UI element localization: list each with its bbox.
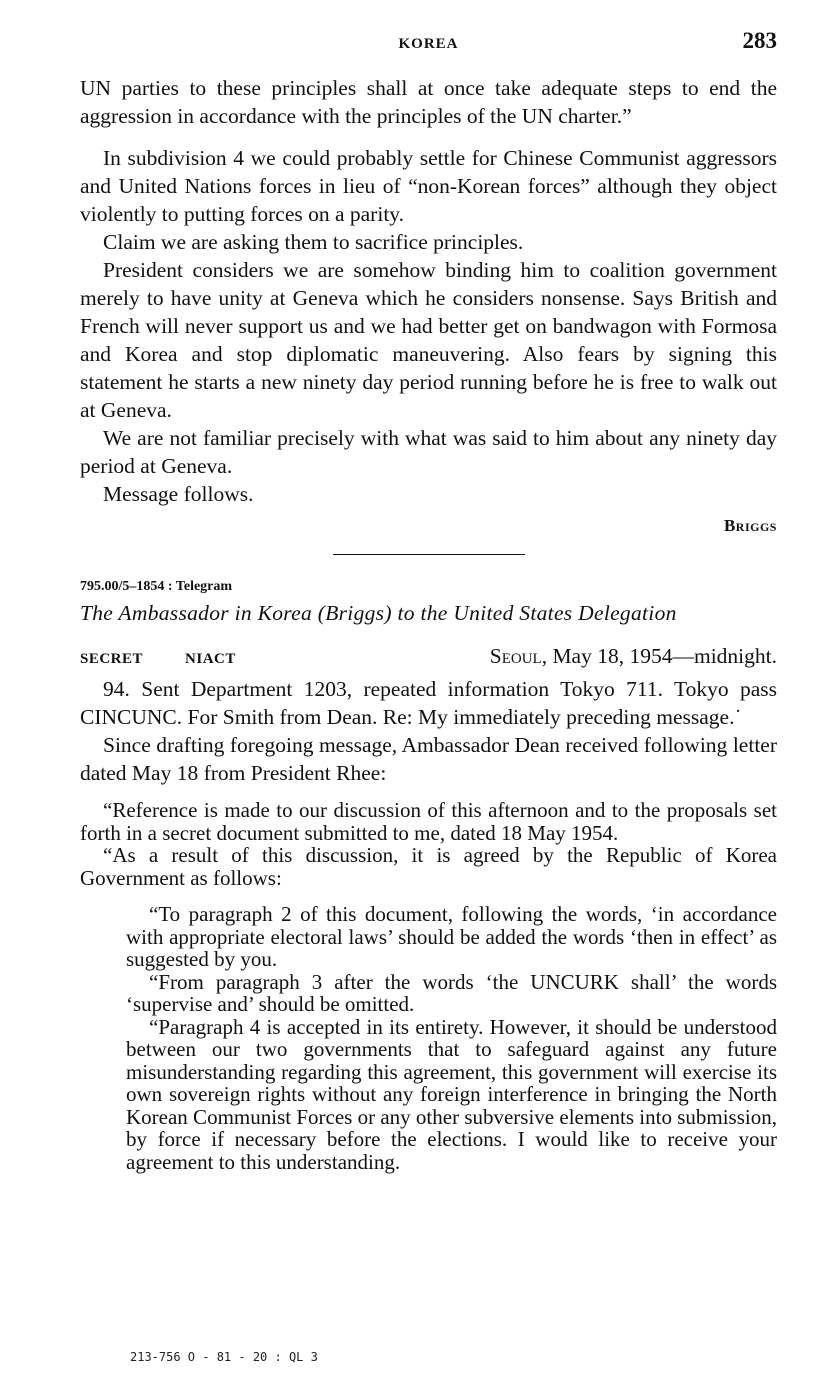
paragraph: In subdivision 4 we could probably settle for Chinese Communist aggressors and United Nations forces in lieu of “non-Korean forces” although they object violently to putting forces on a parity. — [80, 146, 777, 226]
print-code: 213-756 O - 81 - 20 : QL 3 — [130, 1350, 318, 1364]
paragraph: Since drafting foregoing message, Ambassador Dean received following letter dated May 18 from President Rhee: — [80, 733, 777, 785]
classification-label: SECRET — [80, 651, 144, 667]
paragraph: 94. Sent Department 1203, repeated information Tokyo 711. Tokyo pass CINCUNC. For Smith from Dean. Re: My immediately preceding message.˙ — [80, 677, 777, 729]
block-quote — [126, 903, 777, 1173]
classification — [80, 651, 236, 668]
dateline-row — [80, 644, 777, 669]
signature: Briggs — [723, 516, 777, 535]
paragraph: Claim we are asking them to sacrifice principles. — [103, 230, 524, 254]
letter-paragraph: “Reference is made to our discussion of this afternoon and to the proposals set forth in a secret document submitted to me, dated 18 May 1954. — [80, 798, 777, 845]
page-number: 283 — [742, 28, 777, 53]
paragraph: UN parties to these principles shall at once take adequate steps to end the aggression in accordance with the principles of the UN charter.” — [80, 76, 777, 128]
dateline — [490, 644, 777, 669]
page-header — [80, 28, 777, 60]
section-divider — [333, 554, 525, 555]
dateline-place: Seoul — [489, 644, 542, 668]
running-head: KOREA — [398, 36, 459, 52]
paragraph: Message follows. — [103, 482, 254, 506]
page-body — [80, 74, 777, 1173]
paragraph: We are not familiar precisely with what was said to him about any ninety day period at Geneva. — [80, 426, 777, 478]
quoted-paragraph: “To paragraph 2 of this document, following the words, ‘in accordance with appropriate electoral laws’ should be added the words ‘then in effect’ as suggested by you. — [126, 902, 777, 971]
document-title: The Ambassador in Korea (Briggs) to the United States Delegation — [80, 601, 677, 625]
handling-label: NIACT — [185, 651, 236, 667]
quoted-paragraph: “From paragraph 3 after the words ‘the UNCURK shall’ the words ‘supervise and’ should be omitted. — [126, 969, 777, 1016]
quoted-paragraph: “Paragraph 4 is accepted in its entirety. However, it should be understood between our two governments that to safeguard against any future misunderstanding regarding this agreement, this government will exercise its own sovereign rights without any foreign interference in bringing the North Korean Communist Forces or any other subversive elements into submission, by force if necessary before the elections. I would like to receive your agreement to this understanding. — [126, 1014, 777, 1174]
document-number: 795.00/5–1854 : Telegram — [80, 579, 233, 594]
dateline-date: , May 18, 1954—midnight. — [541, 644, 777, 668]
letter-paragraph: “As a result of this discussion, it is agreed by the Republic of Korea Government as follows: — [80, 843, 777, 890]
paragraph: President considers we are somehow binding him to coalition government merely to have unity at Geneva which he considers nonsense. Says British and French will never support us and we had better get on bandwagon with Formosa and Korea and stop diplomatic maneuvering. Also fears by signing this statement he starts a new ninety day period running before he is free to walk out at Geneva. — [80, 258, 777, 422]
